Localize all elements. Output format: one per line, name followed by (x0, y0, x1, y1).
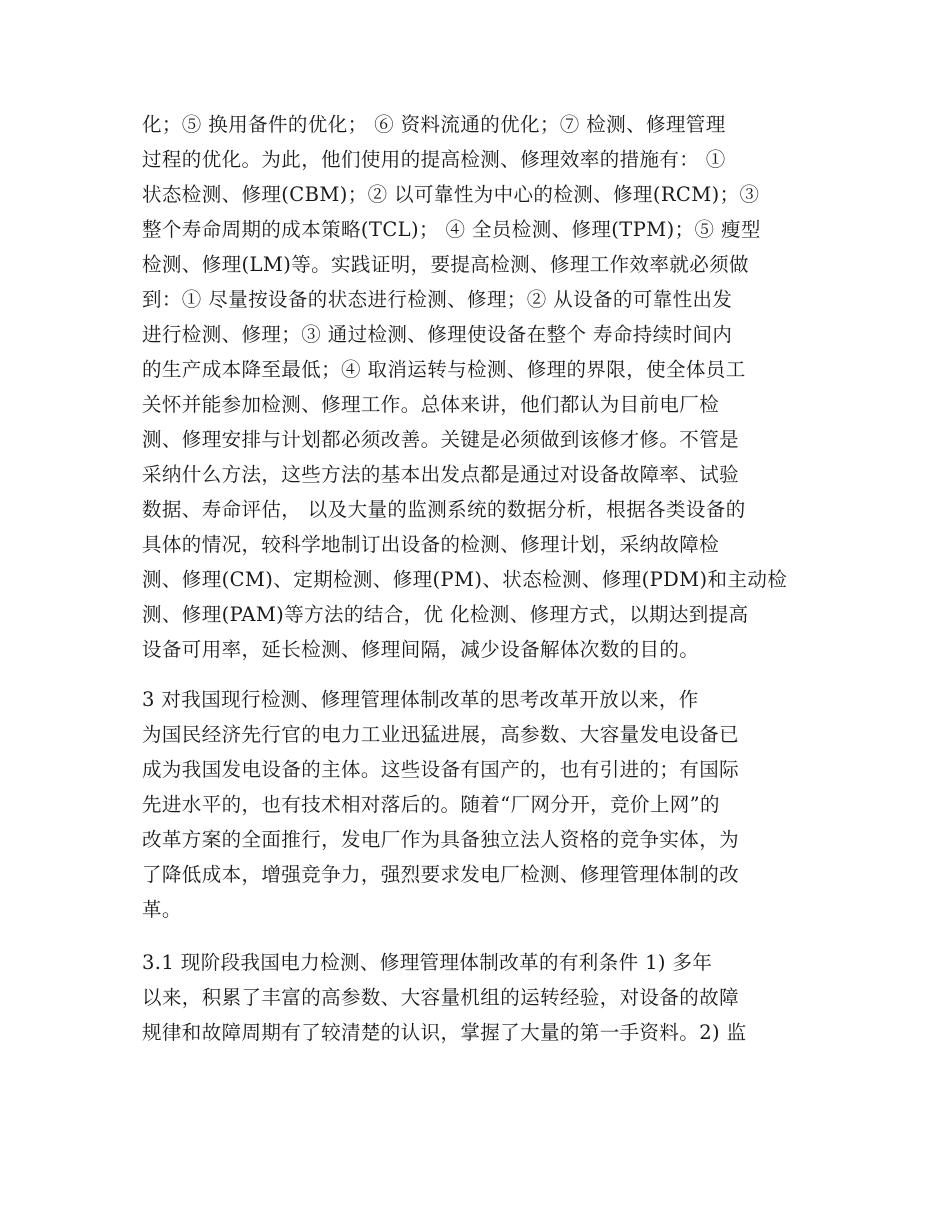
text-line: 数据、寿命评估， 以及大量的监测系统的数据分析，根据各类设备的 (142, 498, 746, 521)
text-line: 测、修理(PAM)等方法的结合，优 化检测、修理方式，以期达到提高 (142, 603, 749, 626)
text-line: 为国民经济先行官的电力工业迅猛进展，高参数、大容量发电设备已 (142, 723, 740, 746)
text-line: 具体的情况，较科学地制订出设备的检测、修理计划，采纳故障检 (142, 533, 720, 556)
text-line: 过程的优化。为此，他们使用的提高检测、修理效率的措施有： ① (142, 148, 726, 171)
text-line: 进行检测、修理；③ 通过检测、修理使设备在整个 寿命持续时间内 (142, 323, 733, 346)
text-line: 测、修理(CM)、定期检测、修理(PM)、状态检测、修理(PDM)和主动检 (142, 568, 788, 591)
text-line: 先进水平的，也有技术相对落后的。随着“厂网分开，竞价上网”的 (142, 793, 720, 816)
text-line: 关怀并能参加检测、修理工作。总体来讲，他们都认为目前电厂检 (142, 393, 720, 416)
text-line: 3 对我国现行检测、修理管理体制改革的思考改革开放以来，作 (142, 688, 699, 711)
text-line: 到：① 尽量按设备的状态进行检测、修理；② 从设备的可靠性出发 (142, 288, 733, 311)
text-line: 成为我国发电设备的主体。这些设备有国产的，也有引进的；有国际 (142, 758, 740, 781)
text-line: 采纳什么方法，这些方法的基本出发点都是通过对设备故障率、试验 (142, 463, 740, 486)
text-line: 的生产成本降至最低；④ 取消运转与检测、修理的界限，使全体员工 (142, 358, 746, 381)
text-line: 状态检测、修理(CBM)；② 以可靠性为中心的检测、修理(RCM)；③ (142, 183, 760, 206)
text-line: 设备可用率，延长检测、修理间隔，减少设备解体次数的目的。 (142, 638, 700, 661)
text-line: 测、修理安排与计划都必须改善。关键是必须做到该修才修。不管是 (142, 428, 740, 451)
text-line: 了降低成本，增强竞争力，强烈要求发电厂检测、修理管理体制的改 (142, 863, 740, 886)
text-line: 整个寿命周期的成本策略(TCL)； ④ 全员检测、修理(TPM)；⑤ 瘦型 (142, 218, 761, 241)
text-line: 化；⑤ 换用备件的优化； ⑥ 资料流通的优化；⑦ 检测、修理管理 (142, 113, 726, 136)
text-line: 3.1 现阶段我国电力检测、修理管理体制改革的有利条件 1) 多年 (142, 951, 713, 974)
text-line: 规律和故障周期有了较清楚的认识，掌握了大量的第一手资料。2) 监 (142, 1021, 747, 1044)
text-line: 革。 (142, 898, 182, 921)
text-line: 检测、修理(LM)等。实践证明，要提高检测、修理工作效率就必须做 (142, 253, 749, 276)
text-line: 改革方案的全面推行，发电厂作为具备独立法人资格的竞争实体，为 (142, 828, 740, 851)
text-line: 以来，积累了丰富的高参数、大容量机组的运转经验，对设备的故障 (142, 986, 740, 1009)
